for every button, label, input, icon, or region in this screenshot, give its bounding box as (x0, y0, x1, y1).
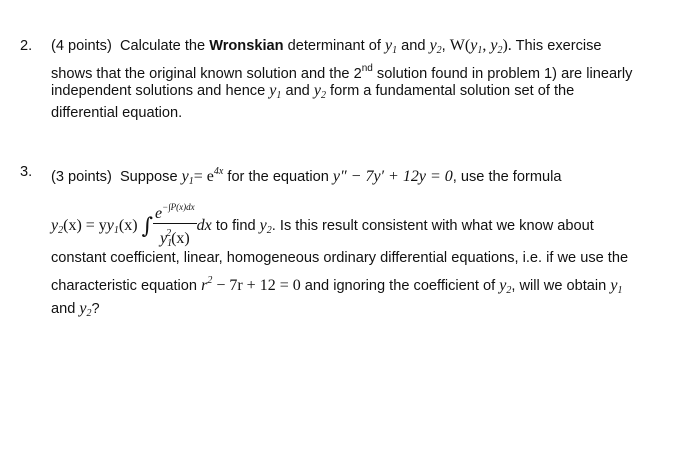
problem-3-line-1: (3 points) Suppose $y_1= e^{4x}$ for the equation y″ − 7y′ + 12y = 0, use the formula (51, 166, 562, 187)
integral-sign: ∫ (141, 213, 154, 239)
problem-2-line-4: differential equation. (51, 105, 183, 121)
problem-2-text: determinant of (287, 38, 381, 54)
wronskian-term: Wronskian (209, 38, 284, 54)
characteristic-equation: $r^2 - 7r + 12 = 0$ (201, 275, 301, 294)
wronskian-expression: $W(y_1$, $y_2$). (449, 37, 512, 56)
problem-3-line-3: constant coefficient, linear, homogeneous ordinary differential equations, i.e. if we use the (51, 250, 629, 266)
formula-fraction: $\frac{e^{-\int P(x)dx}}{y_1^2(x)}$ (153, 198, 197, 254)
problem-2-points: (4 points) (51, 38, 112, 54)
problem-2-line-2: shows that the original known solution and the 2nd solution found in problem 1) are linearly (51, 63, 633, 82)
problem-2-line-3: independent solutions and hence $y_1$ and $y_2$ form a fundamental solution set of the (51, 82, 575, 101)
problem-3-line-4: characteristic equation $r^2 - 7r + 12 = 0$ and ignoring the coefficient of $y_2$, will we obtain $y_1$ (51, 275, 623, 296)
problem-3-points: (3 points) (51, 169, 112, 185)
formula: $y_2(x) = yy_1(x)$ (51, 216, 138, 236)
problem-2-text: Calculate the (119, 38, 206, 54)
problem-2-number: 2. (20, 38, 33, 54)
problem-2-text: This exercise (515, 38, 602, 54)
problem-2-text: and (401, 38, 426, 54)
math-y1: $y_1$ (384, 37, 398, 56)
problem-2-line-1: (4 points) Calculate the Wronskian determinant of $y_1$ and $y_2$, $W(y_1$, $y_2$). This exercise (51, 37, 602, 56)
math-y1-def: $y_1$ (181, 168, 194, 187)
reduction-formula-line: $y_2(x) = yy_1(x)$ ∫ $\frac{e^{-\int P(x)dx}}{y_1^2(x)}$ dx to find $y_2$. Is this result consistent with what we know about (51, 198, 594, 254)
problem-3-number: 3. (20, 164, 33, 180)
math-y2: $y_2$ (429, 37, 442, 56)
problem-3-line-5: and $y_2$? (51, 300, 100, 319)
ode-equation: y″ − 7y′ + 12y = 0 (332, 168, 453, 185)
